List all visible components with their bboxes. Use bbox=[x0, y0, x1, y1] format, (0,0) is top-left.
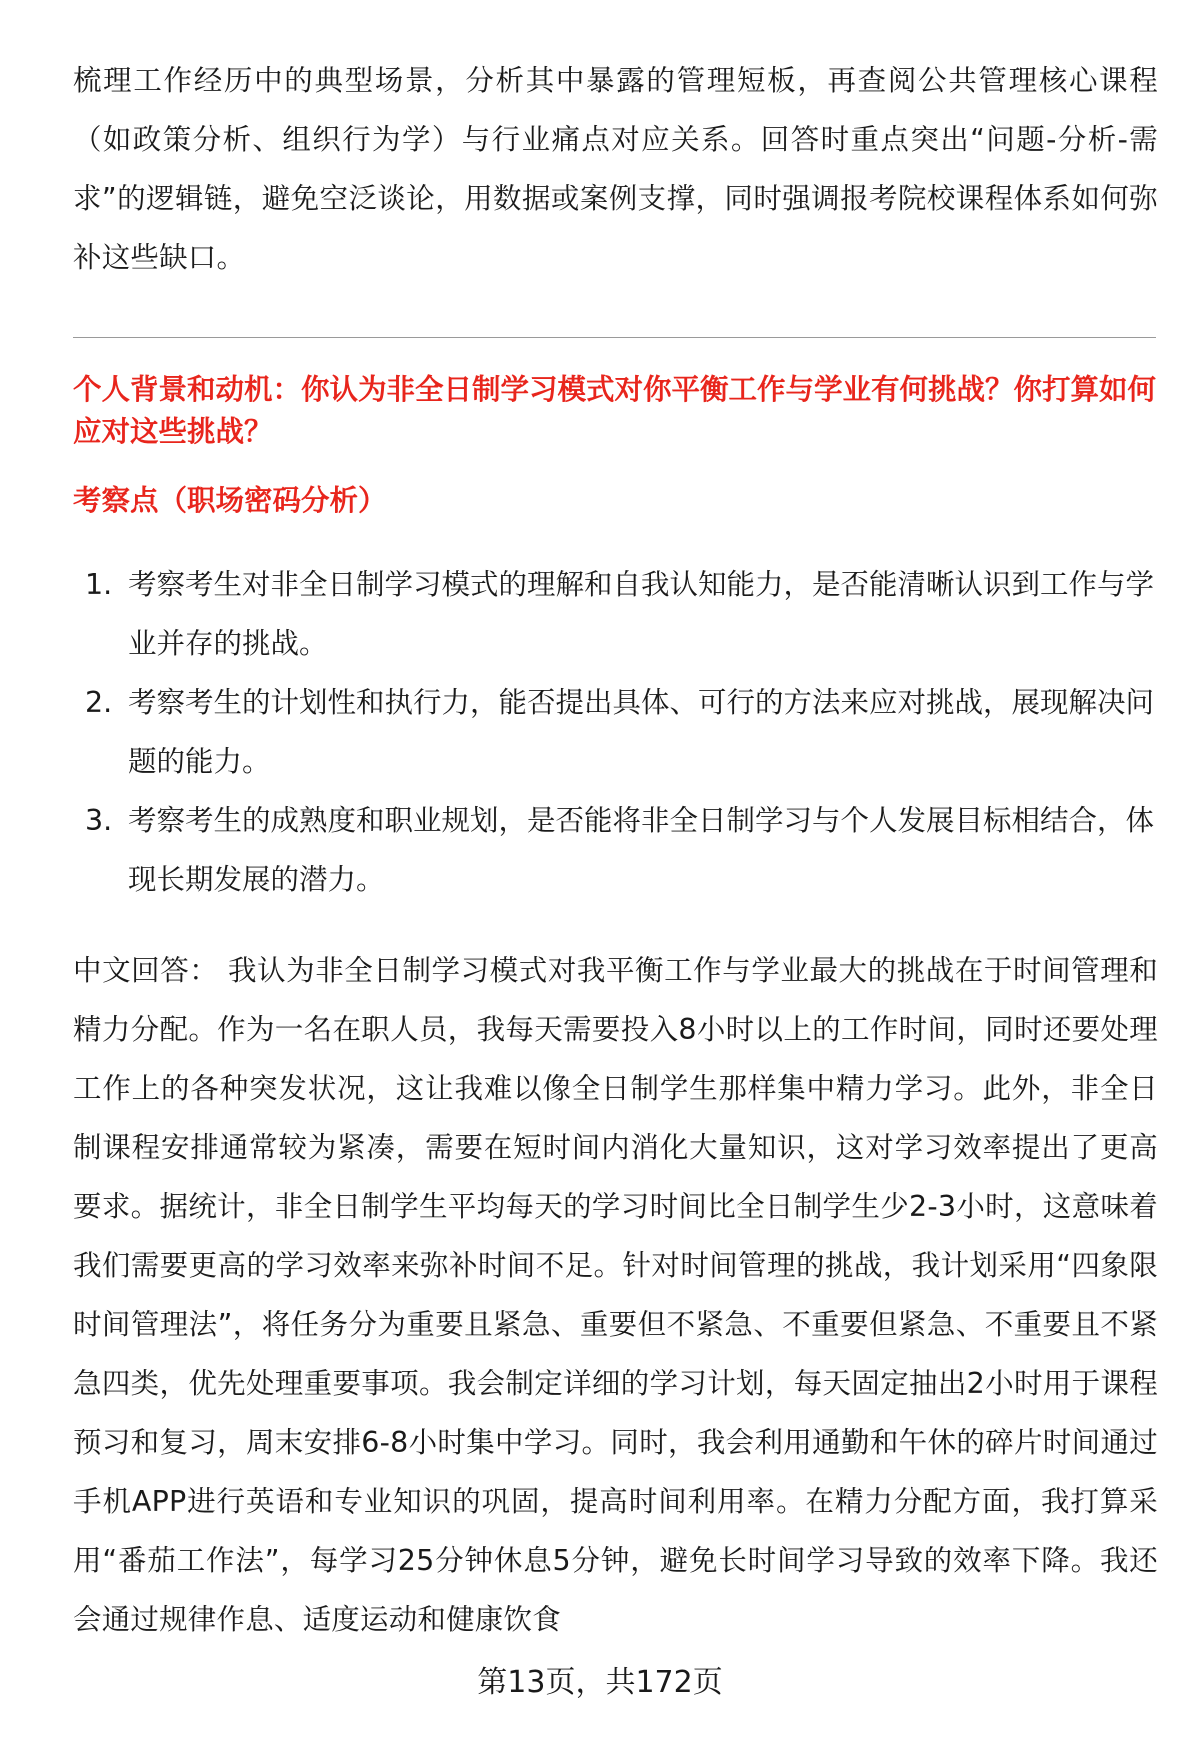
list-item-text: 考察考生的计划性和执行力，能否提出具体、可行的方法来应对挑战，展现解决问题的能力。 bbox=[128, 686, 1155, 778]
list-item bbox=[73, 555, 1158, 673]
list-item-number: 3. bbox=[85, 804, 113, 837]
list-item-text: 考察考生的成熟度和职业规划，是否能将非全日制学习与个人发展目标相结合，体现长期发展的潜力。 bbox=[128, 804, 1155, 896]
page-number-footer: 第13页，共172页 bbox=[477, 1665, 723, 1700]
list-item bbox=[73, 791, 1158, 909]
intro-paragraph: 梳理工作经历中的典型场景，分析其中暴露的管理短板，再查阅公共管理核心课程（如政策分析、组织行为学）与行业痛点对应关系。回答时重点突出“问题-分析-需求”的逻辑链，避免空泛谈论，用数据或案例支撑，同时强调报考院校课程体系如何弥补这些缺口。 bbox=[73, 64, 1158, 274]
assessment-points-list bbox=[73, 555, 1158, 909]
list-item bbox=[73, 673, 1158, 791]
answer-paragraph: 中文回答： 我认为非全日制学习模式对我平衡工作与学业最大的挑战在于时间管理和精力分配。作为一名在职人员，我每天需要投入8小时以上的工作时间，同时还要处理工作上的各种突发状况，这让我难以像全日制学生那样集中精力学习。此外，非全日制课程安排通常较为紧凑，需要在短时间内消化大量知识，这对学习效率提出了更高要求。据统计，非全日制学生平均每天的学习时间比全日制学生少2-3小时，这意味着我们需要更高的学习效率来弥补时间不足。针对时间管理的挑战，我计划采用“四象限时间管理法”，将任务分为重要且紧急、重要但不紧急、不重要但紧急、不重要且不紧急四类，优先处理重要事项。我会制定详细的学习计划，每天固定抽出2小时用于课程预习和复习，周末安排6-8小时集中学习。同时，我会利用通勤和午休的碎片时间通过手机APP进行英语和专业知识的巩固，提高时间利用率。在精力分配方面，我打算采用“番茄工作法”，每学习25分钟休息5分钟，避免长时间学习导致的效率下降。我还会通过规律作息、适度运动和健康饮食 bbox=[73, 954, 1158, 1636]
list-item-text: 考察考生对非全日制学习模式的理解和自我认知能力，是否能清晰认识到工作与学业并存的挑战。 bbox=[128, 568, 1155, 660]
list-item-number: 2. bbox=[85, 686, 113, 719]
assessment-subheading: 考察点（职场密码分析） bbox=[73, 484, 387, 517]
list-item-number: 1. bbox=[85, 568, 113, 601]
section-divider bbox=[73, 337, 1156, 338]
question-heading: 个人背景和动机：你认为非全日制学习模式对你平衡工作与学业有何挑战？你打算如何应对这些挑战？ bbox=[73, 373, 1157, 448]
